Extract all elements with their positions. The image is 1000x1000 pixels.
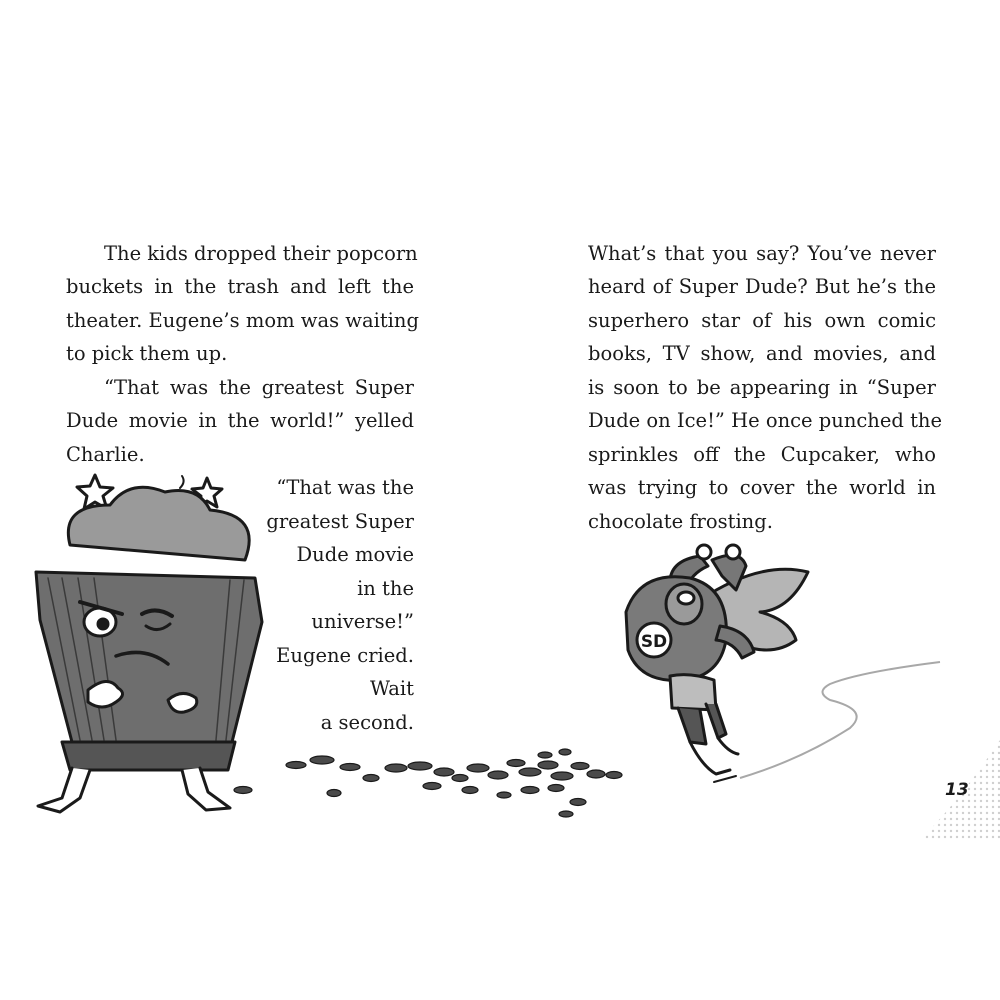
paragraph-line: Charlie. xyxy=(66,443,145,466)
paragraph-line: Dude movie in the world!” yelled xyxy=(66,409,414,432)
narrow-line: greatest Super xyxy=(266,510,414,533)
paragraph-line: chocolate frosting. xyxy=(588,510,773,533)
paragraph-line: “That was the greatest Super xyxy=(104,376,414,399)
paragraph-line: to pick them up. xyxy=(66,342,228,365)
hero-chest-emblem: SD xyxy=(640,632,668,652)
ice-skate-trail xyxy=(740,662,940,778)
paragraph-line: books, TV show, and movies, and xyxy=(588,342,936,365)
paragraph-line: superhero star of his own comic xyxy=(588,309,936,332)
spilled-popcorn xyxy=(234,749,622,817)
narrow-line: “That was the xyxy=(276,476,414,499)
narrow-line: universe!” xyxy=(311,610,414,633)
narrow-line: Eugene cried. xyxy=(276,644,414,667)
paragraph-line: heard of Super Dude? But he’s the xyxy=(588,275,936,298)
paragraph-line: was trying to cover the world in xyxy=(588,476,936,499)
page-number: 13 xyxy=(945,780,969,800)
narrow-line: in the xyxy=(357,577,414,600)
paragraph-line: is soon to be appearing in “Super xyxy=(588,376,936,399)
paragraph-line: Dude on Ice!” He once punched the xyxy=(588,409,943,432)
angry-cupcake-illustration xyxy=(36,475,262,812)
narrow-line: Dude movie xyxy=(296,543,414,566)
paragraph-line: buckets in the trash and left the xyxy=(66,275,414,298)
paragraph-line: sprinkles off the Cupcaker, who xyxy=(588,443,936,466)
paragraph-line: What’s that you say? You’ve never xyxy=(588,242,936,265)
paragraph-line: theater. Eugene’s mom was waiting xyxy=(66,309,419,332)
paragraph-line: The kids dropped their popcorn xyxy=(104,242,418,265)
narrow-line: a second. xyxy=(320,711,414,734)
narrow-line: Wait xyxy=(369,677,414,700)
super-dude-skating-illustration xyxy=(626,545,808,782)
